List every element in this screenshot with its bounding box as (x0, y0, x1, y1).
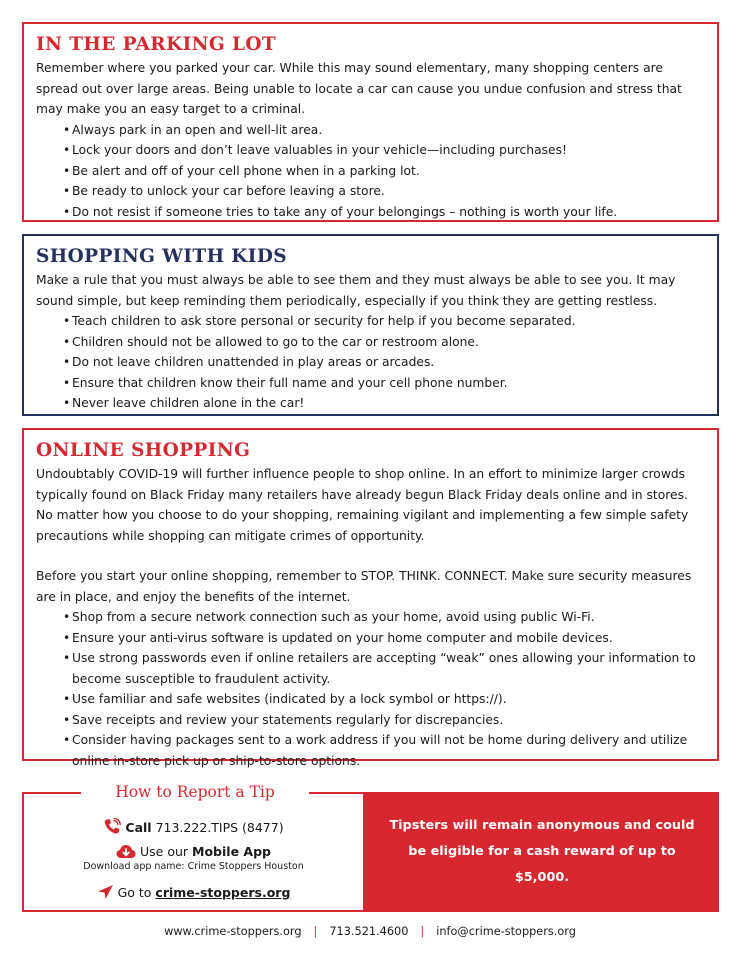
shopping-with-kids-intro: Make a rule that you must always be able to see them and they must always be able to see you. It may sound simple, but keep reminding them periodically, especially if you think they are getting restless. (36, 273, 676, 308)
list-item: • Do not resist if someone tries to take any of your belongings – nothing is worth your life. (63, 202, 705, 223)
footer-email[interactable]: info@crime-stoppers.org (436, 925, 576, 938)
parking-lot-section (22, 22, 719, 222)
parking-lot-intro: Remember where you parked your car. While this may sound elementary, many shopping centers are spread out over large areas. Being unable to locate a car can cause you undue confusion and stress that may make you an easy target to a criminal. (36, 61, 682, 116)
tip-app-name: Download app name: Crime Stoppers Houston (83, 861, 304, 872)
tip-call-line (24, 818, 363, 839)
footer-phone[interactable]: 713.521.4600 (329, 925, 409, 938)
tip-call-number: 713.222.TIPS (8477) (155, 820, 284, 835)
online-shopping-section (22, 428, 719, 768)
online-shopping-heading: ONLINE SHOPPING (36, 440, 251, 461)
footer-separator: | (313, 925, 318, 938)
list-item: • Do not leave children unattended in play areas or arcades. (63, 352, 705, 373)
tip-call-label: Call (125, 820, 152, 835)
report-tip-title-wrap (81, 780, 309, 804)
footer-website[interactable]: www.crime-stoppers.org (164, 925, 302, 938)
report-tip-box (22, 783, 365, 912)
reward-text: Tipsters will remain anonymous and could be eligible for a cash reward of up to $5,000. (389, 818, 695, 885)
list-item: • Ensure your anti-virus software is updated on your home computer and mobile devices. (63, 628, 705, 649)
list-item: • Never leave children alone in the car! (63, 393, 705, 414)
footer-separator: | (420, 925, 425, 938)
list-item: • Children should not be allowed to go to the car or restroom alone. (63, 332, 705, 353)
online-shopping-intro-2: Before you start your online shopping, remember to STOP. THINK. CONNECT. Make sure security measures are in place, and enjoy the benefits of the internet. (36, 569, 692, 604)
list-item: • Use familiar and safe websites (indicated by a lock symbol or https://). (63, 689, 705, 710)
list-item: • Ensure that children know their full name and your cell phone number. (63, 373, 705, 394)
online-shopping-intro: Undoubtably COVID-19 will further influence people to shop online. In an effort to minimize larger crowds typically found on Black Friday many retailers have already begun Black Friday deals online and in stores. No matter how you choose to do your shopping, remaining vigilant and implementing a few simple safety precautions while shopping can mitigate crimes of opportunity. (36, 467, 689, 543)
shopping-with-kids-heading: SHOPPING WITH KIDS (36, 246, 288, 267)
tip-web-prefix: Go to (117, 885, 152, 900)
list-item: • Teach children to ask store personal or security for help if you become separated. (63, 311, 705, 332)
tip-web-link[interactable]: crime-stoppers.org (155, 885, 291, 900)
tip-app-label: Mobile App (192, 844, 271, 859)
parking-lot-list (63, 120, 705, 223)
list-item: • Be ready to unlock your car before leaving a store. (63, 181, 705, 202)
report-tip-title: How to Report a Tip (115, 783, 275, 801)
reward-panel (365, 792, 719, 912)
parking-lot-heading: IN THE PARKING LOT (36, 34, 277, 55)
list-item: • Always park in an open and well-lit area. (63, 120, 705, 141)
list-item: • Use strong passwords even if online retailers are accepting “weak” ones allowing your information to become susceptible to fraudulent activity. (63, 648, 705, 689)
footer (0, 922, 740, 942)
online-shopping-list (63, 607, 705, 771)
tip-app-prefix: Use our (140, 844, 189, 859)
list-item: • Lock your doors and don’t leave valuables in your vehicle—including purchases! (63, 140, 705, 161)
location-arrow-icon (97, 884, 114, 904)
shopping-with-kids-list (63, 311, 705, 414)
tip-web-line (24, 884, 363, 904)
list-item: • Save receipts and review your statements regularly for discrepancies. (63, 710, 705, 731)
list-item: • Shop from a secure network connection such as your home, avoid using public Wi-Fi. (63, 607, 705, 628)
list-item: • Consider having packages sent to a work address if you will not be home during delivery and utilize online in-store pick up or ship-to-store options. (63, 730, 705, 771)
shopping-with-kids-section (22, 234, 719, 416)
phone-icon (103, 818, 121, 839)
list-item: • Be alert and off of your cell phone when in a parking lot. (63, 161, 705, 182)
